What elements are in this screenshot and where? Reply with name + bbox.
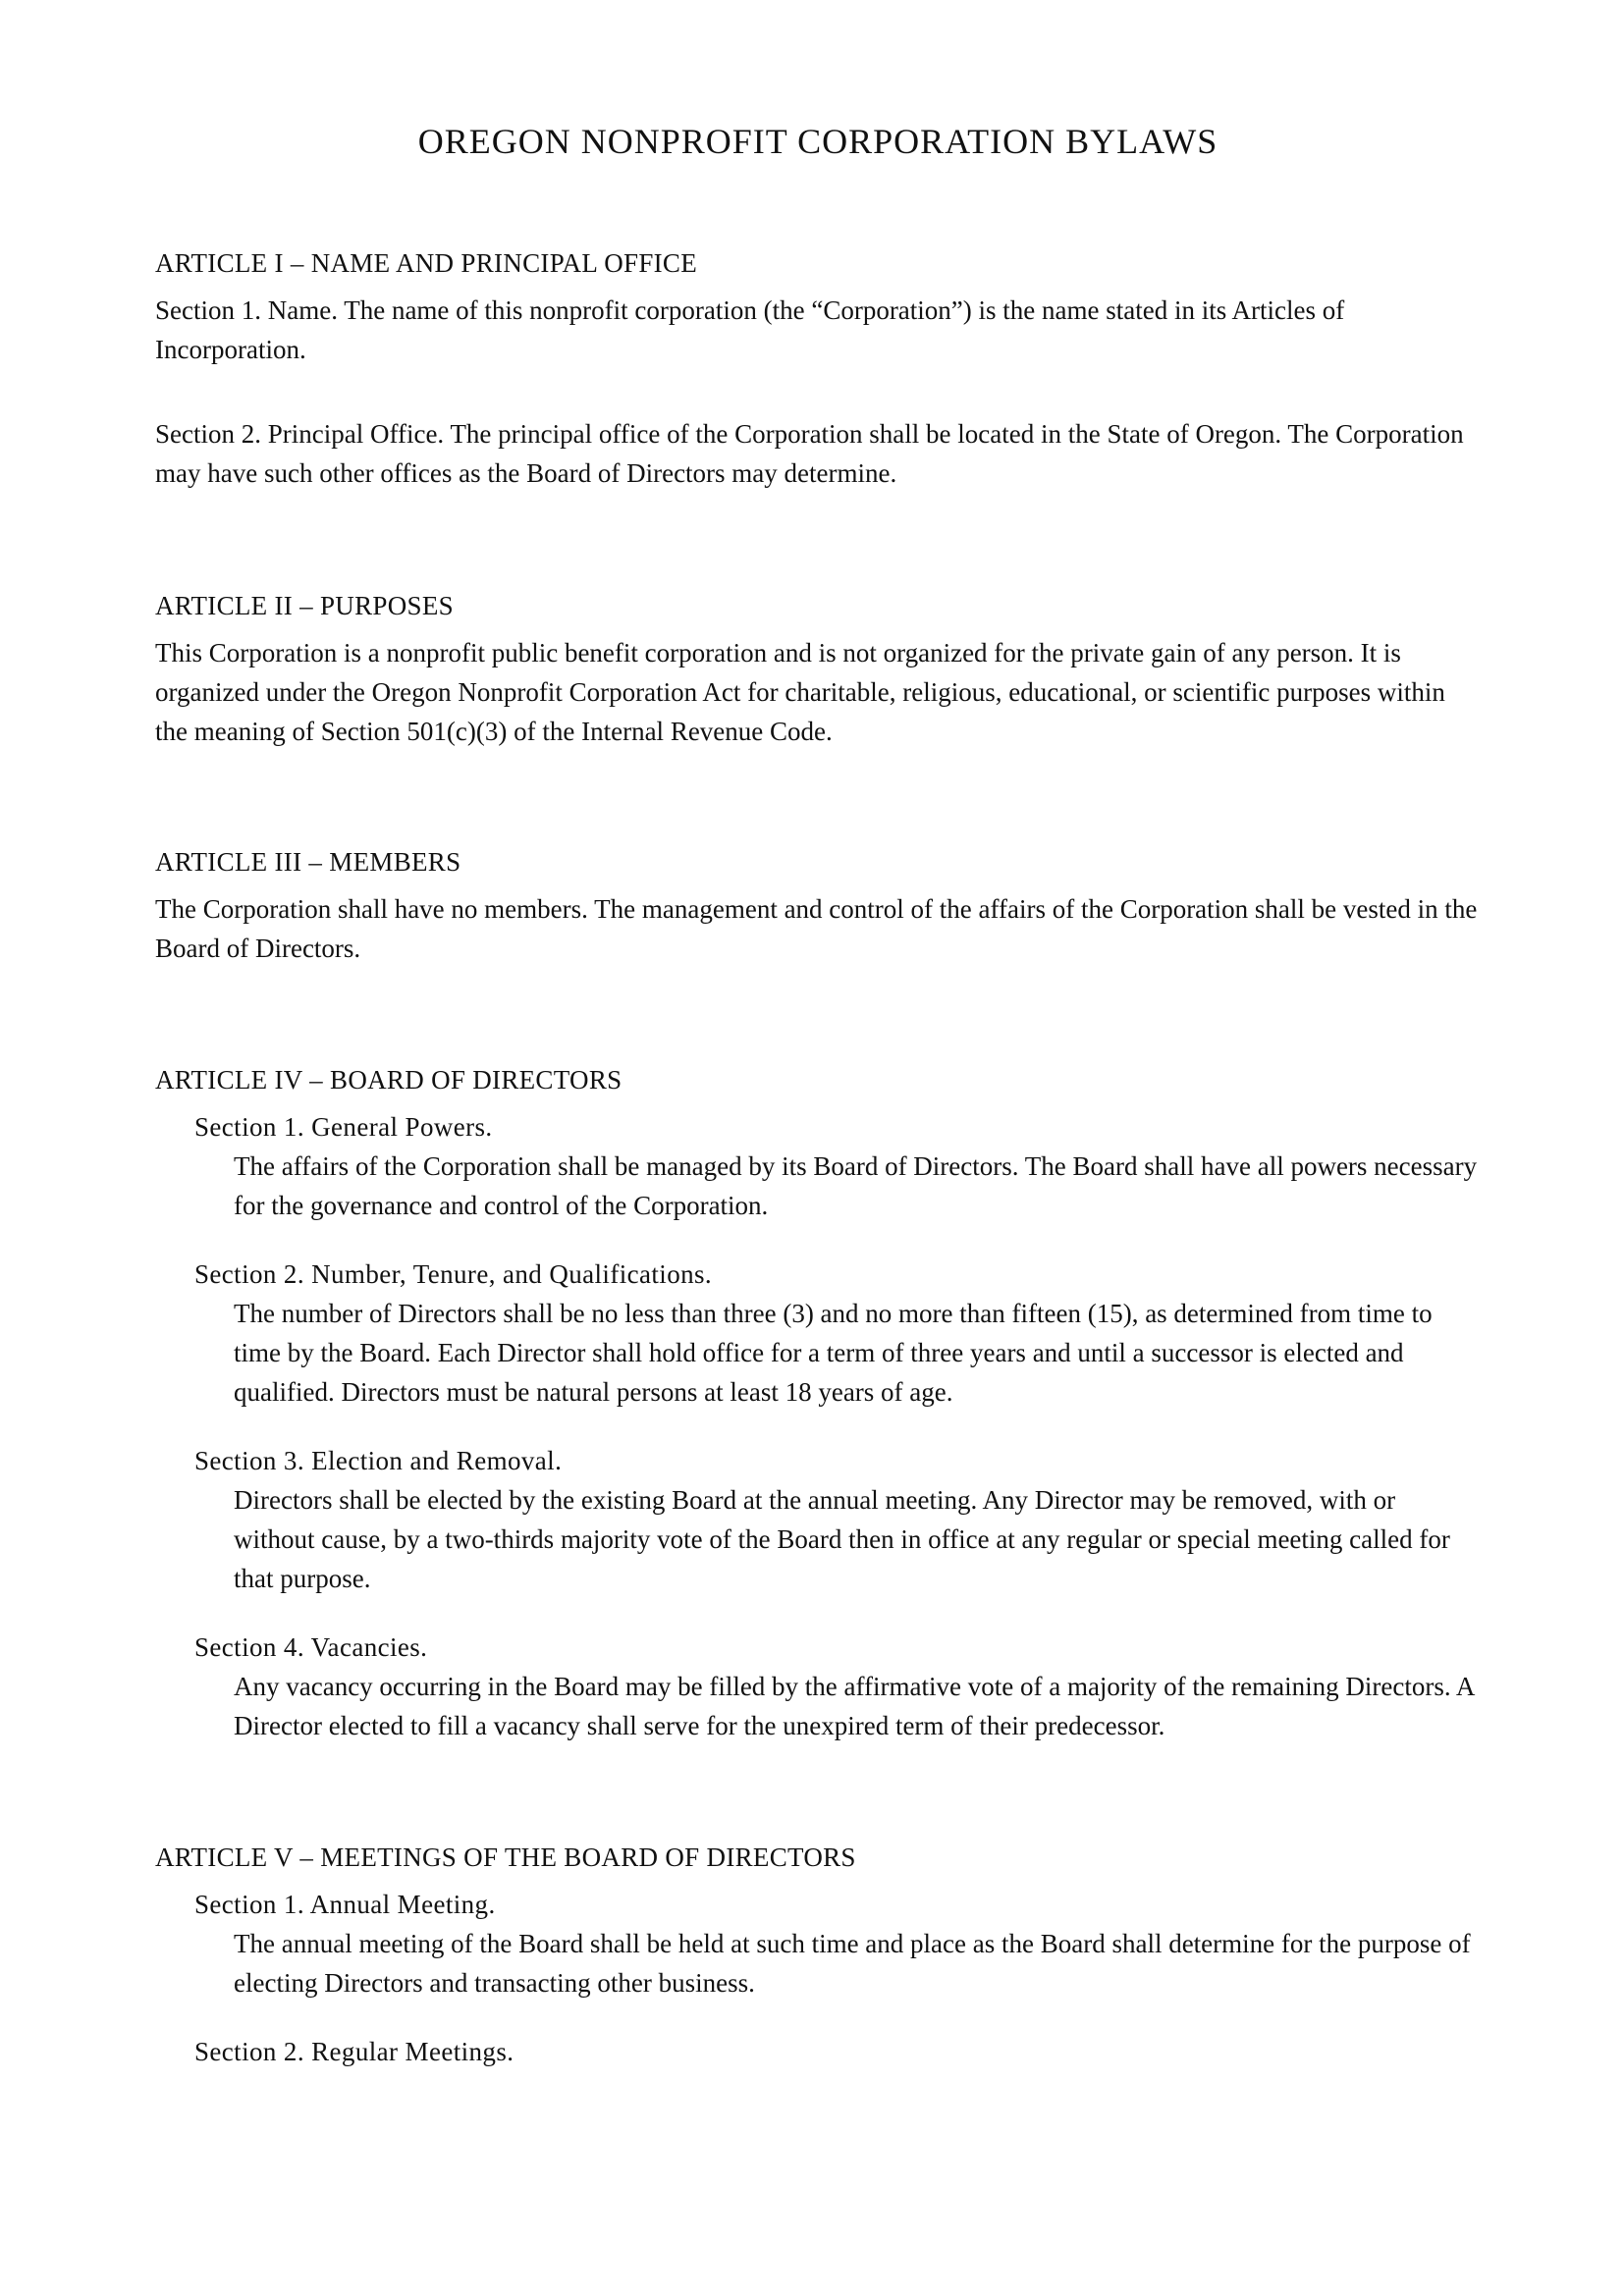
section-body: The annual meeting of the Board shall be held at such time and place as the Board shall determine for the purpose of electing Directors and transacting other business.	[234, 1929, 1471, 1998]
section-heading: Section 1. Annual Meeting.	[194, 1890, 496, 1919]
article-5-section-1	[155, 1885, 1481, 2002]
document-title: OREGON NONPROFIT CORPORATION BYLAWS	[417, 122, 1218, 161]
article-2	[155, 586, 1481, 751]
article-4-section-2	[155, 1255, 1481, 1412]
article-4-section-4	[155, 1628, 1481, 1745]
article-5-section-2	[155, 2032, 1481, 2071]
section-heading: Section 1. General Powers.	[194, 1112, 493, 1142]
section-body: Directors shall be elected by the existing Board at the annual meeting. Any Director may be removed, with or without cause, by a two-thirds majority vote of the Board then in office at any regular or special meeting called for that purpose.	[234, 1485, 1450, 1593]
article-4-section-1	[155, 1107, 1481, 1225]
article-4	[155, 1060, 1481, 1745]
article-2-heading: ARTICLE II – PURPOSES	[155, 591, 454, 620]
article-1	[155, 243, 1481, 493]
article-3	[155, 842, 1481, 968]
section-heading: Section 4. Vacancies.	[194, 1632, 428, 1662]
section-heading: Section 3. Election and Removal.	[194, 1446, 563, 1475]
article-4-section-3	[155, 1441, 1481, 1598]
section-body: The affairs of the Corporation shall be managed by its Board of Directors. The Board shall have all powers necessary for the governance and control of the Corporation.	[234, 1151, 1478, 1220]
article-3-paragraph: The Corporation shall have no members. The management and control of the affairs of the Corporation shall be vested in the Board of Directors.	[155, 894, 1478, 963]
article-4-heading: ARTICLE IV – BOARD OF DIRECTORS	[155, 1065, 623, 1095]
article-3-heading: ARTICLE III – MEMBERS	[155, 847, 461, 877]
section-body: Any vacancy occurring in the Board may be filled by the affirmative vote of a majority of the remaining Directors. A Director elected to fill a vacancy shall serve for the unexpired term of their predecessor.	[234, 1672, 1474, 1740]
article-5-heading: ARTICLE V – MEETINGS OF THE BOARD OF DIRECTORS	[155, 1842, 856, 1872]
section-heading: Section 2. Number, Tenure, and Qualifications.	[194, 1259, 713, 1289]
section-heading: Section 2. Regular Meetings.	[194, 2037, 514, 2066]
article-1-heading: ARTICLE I – NAME AND PRINCIPAL OFFICE	[155, 248, 698, 278]
article-1-section-1: Section 1. Name. The name of this nonprofit corporation (the “Corporation”) is the name stated in its Articles of Incorporation.	[155, 295, 1345, 364]
article-1-section-2: Section 2. Principal Office. The principal office of the Corporation shall be located in the State of Oregon. The Corporation may have such other offices as the Board of Directors may determine.	[155, 419, 1464, 488]
section-body: The number of Directors shall be no less than three (3) and no more than fifteen (15), as determined from time to time by the Board. Each Director shall hold office for a term of three years and until a successor is elected and qualified. Directors must be natural persons at least 18 years of age.	[234, 1299, 1433, 1407]
article-5	[155, 1838, 1481, 2071]
article-2-paragraph: This Corporation is a nonprofit public benefit corporation and is not organized for the private gain of any person. It is organized under the Oregon Nonprofit Corporation Act for charitable, religious, educational, or scientific purposes within the meaning of Section 501(c)(3) of the Internal Revenue Code.	[155, 638, 1445, 746]
